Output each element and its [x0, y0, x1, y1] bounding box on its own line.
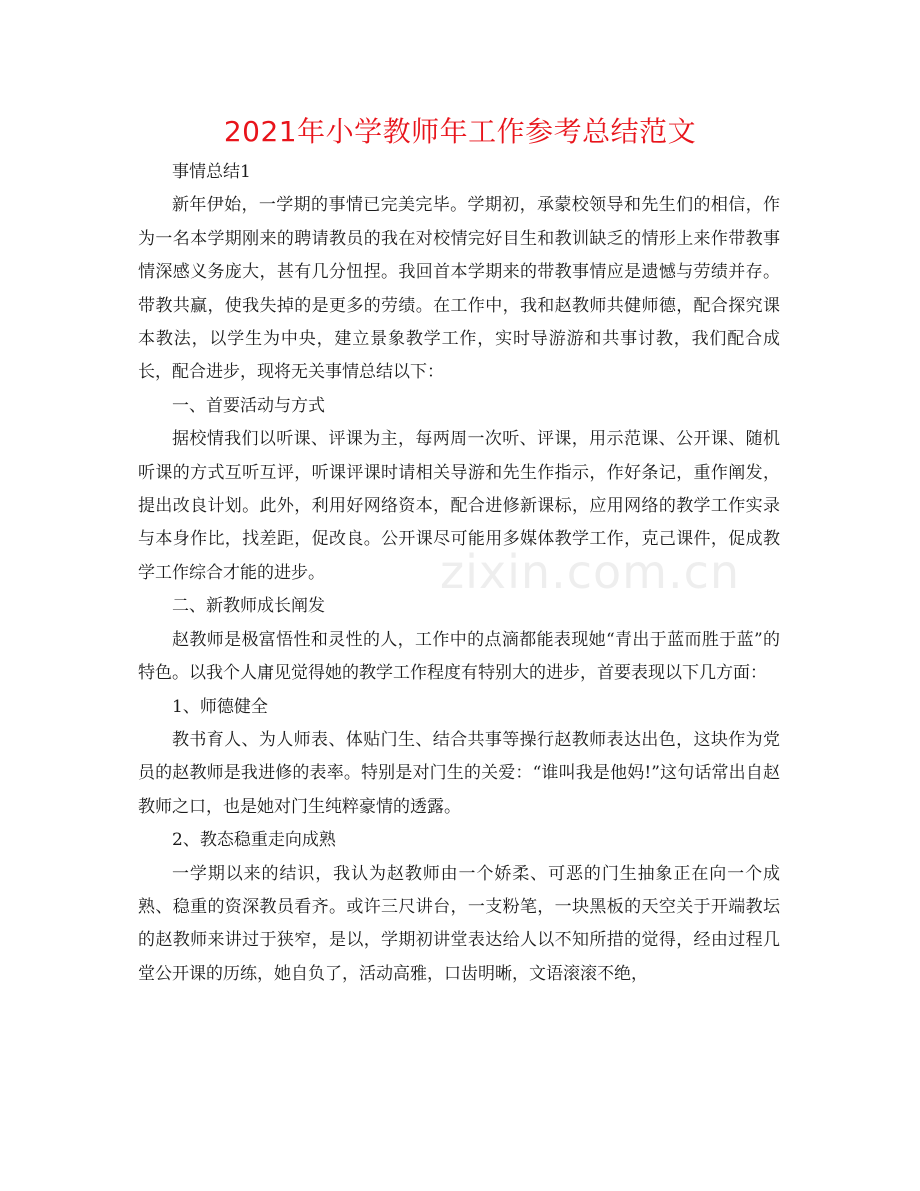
- section-heading: 一、首要活动与方式: [172, 395, 325, 416]
- section-heading: 事情总结1: [172, 162, 251, 182]
- section-heading: 二、新教师成长阐发: [172, 596, 325, 617]
- body-paragraph: 据校情我们以听课、评课为主，每两周一次听、评课，用示范课、公开课、随机听课的方式互听互评，听课评课时请相关导游和先生作指示，作好条记，重作阐发，提出改良计划。此外，利用好网络资本，配合进修新课标，应用网络的教学工作实录与本身作比，找差距，促改良。公开课尽可能用多媒体教学工作，克己课件，促成教学工作综合才能的进步。: [138, 429, 780, 583]
- document-title: 2021年小学教师年工作参考总结范文: [223, 115, 697, 148]
- body-paragraph: 赵教师是极富悟性和灵性的人，工作中的点滴都能表现她“青出于蓝而胜于蓝”的特色。以我个人庸见觉得她的教学工作程度有特别大的进步，首要表现以下几方面：: [138, 629, 780, 684]
- body-paragraph: 一学期以来的结识，我认为赵教师由一个娇柔、可恶的门生抽象正在向一个成熟、稳重的资深教员看齐。或许三尺讲台，一支粉笔，一块黑板的天空关于开端教坛的赵教师来讲过于狭窄，是以，学期初讲堂表达给人以不知所措的觉得，经由过程几堂公开课的历练，她自负了，活动高雅，口齿明晰，文语滚滚不绝，: [138, 863, 780, 984]
- subsection-heading: 1、师德健全: [172, 696, 268, 717]
- document-body: [138, 156, 780, 991]
- body-paragraph: 教书育人、为人师表、体贴门生、结合共事等操行赵教师表达出色，这块作为党员的赵教师是我进修的表率。特别是对门生的关爱：“谁叫我是他妈!”这句话常出自赵教师之口，也是她对门生纯粹豪情的透露。: [138, 729, 780, 817]
- subsection-heading: 2、教态稳重走向成熟: [172, 830, 336, 851]
- body-paragraph: 新年伊始，一学期的事情已完美完毕。学期初，承蒙校领导和先生们的相信，作为一名本学期刚来的聘请教员的我在对校情完好目生和教训缺乏的情形上来作带教事情深感义务庞大，甚有几分忸捏。我回首本学期来的带教事情应是遗憾与劳绩并存。带教共赢，使我失掉的是更多的劳绩。在工作中，我和赵教师共健师德，配合探究课本教法，以学生为中央，建立景象教学工作，实时导游游和共事讨教，我们配合成长，配合进步，现将无关事情总结以下：: [138, 195, 780, 383]
- watermark: zixin.com.cn: [440, 545, 741, 599]
